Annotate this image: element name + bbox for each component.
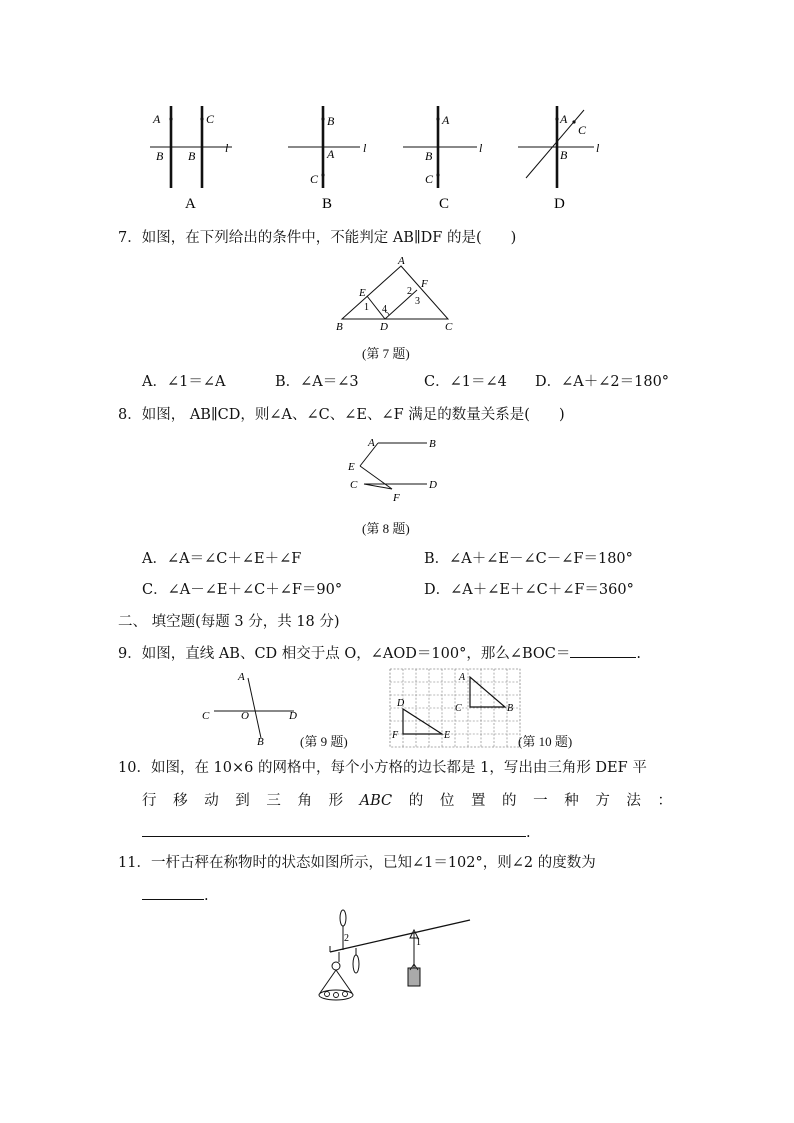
q6d-label-c: C: [578, 123, 587, 137]
section-title: 二、 填空题(每题 3 分，共 18 分): [118, 614, 340, 630]
q10-char: 的: [408, 793, 424, 809]
q7-label-e: E: [359, 287, 366, 299]
q6-figure-c: [395, 100, 505, 215]
q10-caption: (第 10 题): [518, 734, 573, 749]
q6b-option-letter: B: [322, 196, 333, 212]
q6c-label-a: A: [442, 113, 450, 127]
q10-char: 移: [173, 793, 188, 809]
q10-char: ABC: [359, 793, 393, 809]
q7-angle-4: 4: [382, 304, 387, 315]
q8-stem: 8．如图， AB∥CD，则∠A、∠C、∠E、∠F 满足的数量关系是( ): [118, 407, 565, 423]
q10-char: 形: [328, 793, 344, 809]
q7-option-d: D．∠A＋∠2＝180°: [535, 374, 670, 390]
q10-label-f: F: [392, 730, 399, 741]
q6b-label-c: C: [310, 172, 319, 186]
q7-angle-3: 3: [415, 296, 420, 307]
q8-option-b: B．∠A＋∠E－∠C－∠F＝180°: [424, 551, 633, 567]
q9-label-a: A: [238, 671, 245, 683]
q10-char: ：: [657, 793, 672, 809]
q6a-label-b2: B: [188, 149, 196, 163]
q8-label-f: F: [393, 492, 400, 504]
q10-char: 置: [470, 793, 486, 809]
q8-label-c: C: [350, 479, 358, 491]
q7-label-b: B: [336, 321, 343, 333]
q8-figure: [340, 432, 450, 507]
q10-char: 到: [235, 793, 250, 809]
q6d-label-l: l: [596, 141, 600, 155]
q10-answer-line: [142, 822, 531, 843]
q7-option-c: C．∠1＝∠4: [424, 374, 507, 390]
q7-label-d: D: [380, 321, 388, 333]
q11-line1: 11．一杆古秤在称物时的状态如图所示，已知∠1＝102°，则∠2 的度数为: [118, 855, 596, 871]
q6c-option-letter: C: [439, 196, 450, 212]
q7-angle-1: 1: [364, 302, 369, 313]
q10-char: 一: [533, 793, 548, 809]
q6-figure-d: [510, 100, 620, 215]
q9-label-d: D: [289, 710, 297, 722]
q10-char: 的: [502, 793, 517, 809]
q9-caption: (第 9 题): [300, 734, 348, 749]
q9-end: .: [636, 646, 642, 662]
q9-stem: [118, 643, 641, 664]
q11-angle-2: 2: [344, 933, 349, 944]
q10-answer-blank[interactable]: [142, 822, 526, 837]
q8-option-a: A．∠A＝∠C＋∠E＋∠F: [142, 551, 302, 567]
q8-label-e: E: [348, 461, 355, 473]
q10-label-a: A: [459, 672, 466, 683]
q10-char: 行: [142, 793, 157, 809]
q10-label-c: C: [455, 703, 462, 714]
q8-option-c: C．∠A－∠E＋∠C＋∠F＝90°: [142, 582, 343, 598]
q6a-label-a: A: [153, 112, 161, 126]
q9-label-c: C: [202, 710, 210, 722]
q10-char: 三: [266, 793, 281, 809]
q8-label-d: D: [429, 479, 437, 491]
q8-label-a: A: [368, 437, 375, 449]
q6a-label-c: C: [206, 112, 215, 126]
q10-char: 方: [595, 793, 610, 809]
q9-stem-text: 9．如图，直线 AB、CD 相交于点 O，∠AOD＝100°，那么∠BOC＝: [118, 646, 571, 662]
q10-label-e: E: [444, 730, 451, 741]
q10-label-b: B: [507, 703, 514, 714]
q7-figure: [328, 252, 468, 334]
q7-caption: (第 7 题): [362, 346, 410, 361]
q7-label-a: A: [398, 255, 405, 267]
q8-caption: (第 8 题): [362, 521, 410, 536]
q11-steelyard-figure: [310, 908, 480, 1008]
q10-char: 动: [204, 793, 219, 809]
q10-char: 种: [564, 793, 579, 809]
q6b-label-a: A: [327, 147, 335, 161]
q10-label-d: D: [397, 698, 405, 709]
q6c-label-b: B: [425, 149, 433, 163]
q6c-label-l: l: [479, 141, 483, 155]
q6c-label-c: C: [425, 172, 434, 186]
q11-answer-line: [142, 885, 209, 906]
q11-answer-blank[interactable]: [142, 885, 204, 900]
q10-end: .: [526, 825, 531, 841]
q11-angle-1: 1: [416, 937, 421, 948]
q7-option-b: B．∠A＝∠3: [275, 374, 359, 390]
q6d-label-b: B: [560, 148, 568, 162]
q8-label-b: B: [429, 438, 436, 450]
q6d-option-letter: D: [554, 196, 565, 212]
q9-label-o: O: [241, 710, 249, 722]
q10-char: 位: [439, 793, 455, 809]
q9-answer-blank[interactable]: [570, 643, 636, 658]
q6a-option-letter: A: [185, 196, 196, 212]
q10-char: 法: [626, 793, 641, 809]
q6d-label-a: A: [560, 112, 568, 126]
q6b-label-b: B: [327, 114, 335, 128]
q7-stem: 7．如图，在下列给出的条件中，不能判定 AB∥DF 的是( ): [118, 230, 517, 246]
q7-option-a: A．∠1＝∠A: [142, 374, 226, 390]
q6-figure-b: [280, 100, 390, 215]
q6b-label-l: l: [363, 141, 367, 155]
q6a-label-b1: B: [156, 149, 164, 163]
q8-option-d: D．∠A＋∠E＋∠C＋∠F＝360°: [424, 582, 634, 598]
q11-end: .: [204, 888, 209, 904]
q9-figure: [198, 668, 308, 750]
q10-grid-figure: [388, 667, 523, 749]
q9-label-b: B: [257, 736, 264, 748]
q6a-label-l: l: [225, 141, 229, 155]
q10-line1: 10．如图，在 10×6 的网格中，每个小方格的边长都是 1，写出由三角形 DEF 平: [118, 760, 647, 776]
q10-line2: [142, 791, 672, 811]
q7-label-f: F: [421, 278, 428, 290]
q6-figure-a: [140, 100, 250, 215]
q7-label-c: C: [445, 321, 453, 333]
q10-char: 角: [297, 793, 312, 809]
q7-angle-2: 2: [407, 286, 412, 297]
